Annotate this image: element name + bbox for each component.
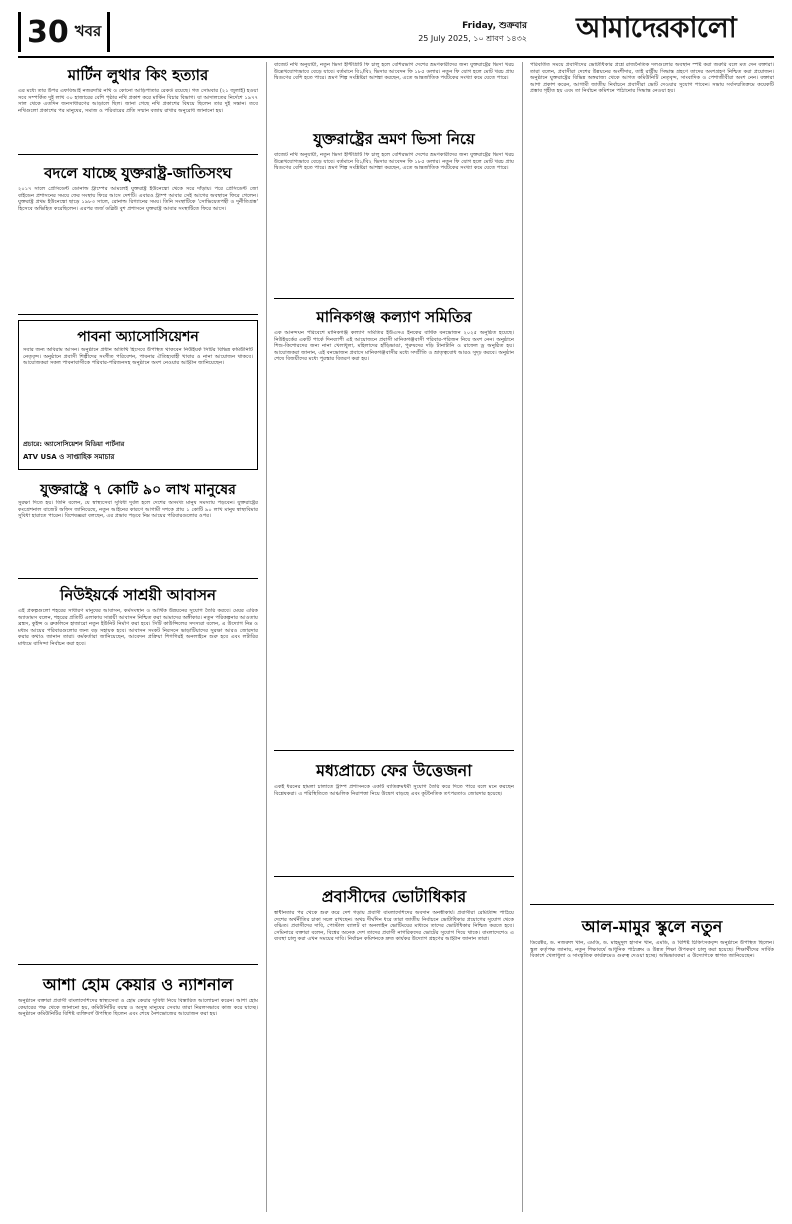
ad-footer-line: ATV USA ও সাপ্তাহিক সমাচার	[23, 453, 115, 461]
article-body: ডিরেক্টর, ড. নজরুল খান, এমডি, ড. মাহমুদুল হাসান খান, এমডি, ও বিশিষ্ট চিকিৎসকবৃন্দ অনুষ্ঠানে উপস্থিত ছিলেন। স্কুল কর্তৃপক্ষ জানায়, নতুন শিক্ষাবর্ষে আধুনিক পাঠ্যক্রম ও উন্নত শিক্ষা উপকরণ চালু করা হয়েছে। শিক্ষার্থীদের সার্বিক বিকাশে খেলাধুলা ও সাংস্কৃতিক কার্যক্রমেও গুরুত্ব দেওয়া হচ্ছে। অভিভাবকরা এ উদ্যোগকে স্বাগত জানিয়েছেন।	[530, 940, 774, 960]
page-number: 30	[27, 14, 69, 50]
article-headline: আল-মামুর স্কুলে নতুন	[581, 917, 723, 936]
divider	[18, 578, 258, 579]
column-rule	[266, 62, 267, 1212]
right-column	[530, 62, 774, 1212]
article-headline: প্রবাসীদের ভোটাধিকার	[321, 887, 467, 906]
middle-column	[274, 62, 514, 1212]
section-name: খবর	[74, 21, 102, 40]
article-body: ২০১৭ সালে প্রেসিডেন্ট ডোনাল্ড ট্রাম্পের আমলেই যুক্তরাষ্ট্র ইউনেস্কো থেকে সরে দাঁড়ায়। পরে প্রেসিডেন্ট জো বাইডেন প্রশাসনের সময়ে ফের সংস্থায় ফিরে আসে দেশটি। এবারও ট্রাম্প আবার সেই আগের অবস্থানে ফিরে গেলেন। যুক্তরাষ্ট্র প্রথম ইউনেস্কো ছাড়ে ১৯৮৩ সালে, রোনাল্ড রিগ্যানের সময়। তিনি সংস্থাটিকে 'সোভিয়েতপন্থী ও দুর্নীতিগ্রস্ত' হিসেবে অভিহিত করেছিলেন। এরপর জর্জ ডব্লিউ বুশ প্রশাসনে যুক্তরাষ্ট্র আবার সংস্থাটিতে ফিরে আসে।	[18, 186, 258, 212]
column-rule	[522, 62, 523, 1212]
masthead-text: আমাদেরকালো	[576, 10, 736, 44]
article-body: এই প্রকল্পগুলো শহরের সাধারণ মানুষের আবাসন, কর্মসংস্থান ও আর্থিক উন্নয়নের সুযোগ তৈরি করবে। মেয়র এরিক অ্যাডামস বলেন, শহরের প্রতিটি এলাকায় সাশ্রয়ী আবাসন নিশ্চিত করা আমাদের অঙ্গীকার। নতুন পরিকল্পনার আওতায় ব্রঙ্কস, কুইন্স ও ব্রুকলিনে হাজারো নতুন ইউনিট নির্মাণ করা হবে। সিটি কাউন্সিলের সদস্যরা বলেন, এ উদ্যোগ নিম্ন ও মধ্যম আয়ের পরিবারগুলোর জন্য বড় সহায়ক হবে। আবাসন সংকট নিরসনে ভাড়াটিয়াদের সুরক্ষা আরও জোরদার করার কথাও জানান তারা। কর্মকর্তারা জানিয়েছেন, আবেদন প্রক্রিয়া শিগগিরই অনলাইনে শুরু হবে এবং লটারির মাধ্যমে বাসিন্দা নির্বাচন করা হবে।	[18, 608, 258, 647]
divider	[18, 314, 258, 315]
article-body: সুরক্ষা দিতে হয়। তিনি বলেন, যে স্বাস্থ্যসেবা সুবিধা দুর্বল হলে দেশের অসংখ্য মানুষ সমস্যায় পড়বেন। যুক্তরাষ্ট্রের কংগ্রেশনাল বাজেট অফিস জানিয়েছে, নতুন আইনের কারণে আগামী দশকে প্রায় ১ কোটি ৯০ লাখ মানুষ স্বাস্থ্যবিমার সুবিধা হারাতে পারেন। বিশেষজ্ঞরা বলছেন, এর প্রভাব পড়বে নিম্ন আয়ের পরিবারগুলোর ওপর।	[18, 500, 258, 520]
divider	[18, 154, 258, 155]
divider	[274, 750, 514, 751]
divider	[274, 298, 514, 299]
article-body: পরিবর্তিত সময়ে প্রবাসীদের ভোটাধিকার প্রশ্নে রাজনৈতিক দলগুলোর অবস্থান স্পষ্ট করা জরুরি বলে মত দেন বক্তারা। তারা বলেন, প্রবাসীরা দেশের উন্নয়নের অংশীদার, তাই রাষ্ট্রীয় সিদ্ধান্ত গ্রহণে তাদের অংশগ্রহণ নিশ্চিত করা প্রয়োজন। অনুষ্ঠানে যুক্তরাষ্ট্রের বিভিন্ন অঙ্গরাজ্য থেকে আগত কমিউনিটি নেতৃবৃন্দ, সাংবাদিক ও পেশাজীবীরা অংশ নেন। বক্তারা আশা প্রকাশ করেন, আগামী জাতীয় নির্বাচনে প্রবাসীরা ভোট দেওয়ার সুযোগ পাবেন। সভায় সর্বসম্মতিক্রমে কয়েকটি প্রস্তাব গৃহীত হয় এবং তা নির্বাচন কমিশনে পাঠানোর সিদ্ধান্ত নেওয়া হয়।	[530, 62, 774, 95]
article-headline: আশা হোম কেয়ার ও ন্যাশনাল	[42, 975, 234, 994]
article-body: বাজেট নথি অনুযায়ী, নতুন ভিসা ইন্টিগ্রিটি ফি চালু হলে বেশিরভাগ দেশের ভ্রমণকারীদের জন্য যুক্তরাষ্ট্রের ভিসা খরচ উল্লেখযোগ্যভাবে বেড়ে যাবে। বর্তমানে বি১/বি২ ভিসার আবেদন ফি ১৮৫ ডলার। নতুন ফি যোগ হলে মোট খরচ প্রায় দ্বিগুণের বেশি হতে পারে। ভ্রমণ শিল্প সংশ্লিষ্টরা আশঙ্কা করছেন, এতে আন্তর্জাতিক পর্যটকের সংখ্যা কমে যেতে পারে।	[274, 152, 514, 172]
date-label: 25 July 2025, ১০ শ্রাবণ ১৪৩২	[418, 34, 527, 43]
left-column	[18, 62, 258, 1212]
article-headline: মার্টিন লুথার কিং হত্যার	[67, 66, 209, 84]
article-headline: পাবনা অ্যাসোসিয়েশন	[77, 329, 199, 345]
pabna-ad-box	[18, 320, 258, 470]
article-headline: মধ্যপ্রাচ্যে ফের উত্তেজনা	[316, 761, 472, 780]
article-body: এর মধ্যে তার উপর এফবিআই নজরদারি নথি ও কোনো আড়িপাতার রেকর্ড রয়েছে। গত সোমবার (২১ জুলাই) হওয়া সবে সম্পর্কিত দুই লাখ ৩০ হাজারের বেশি পৃষ্ঠার নথি প্রকাশ করে মার্কিন বিচার বিভাগ। যা আদালতের নির্দেশে ১৯৭৭ সাল থেকে এতদিন জনসাধারণের আড়ালে ছিল। জানা গেছে নথি প্রকাশের বিষয়ে ছিলেন তার দুই সন্তান। তবে নথিগুলো প্রকাশের পর মানুষের, সমাজ ও পরিবারের প্রতি সম্মান বজায় রাখার অনুরোধ জানানো হয়।	[18, 88, 258, 114]
article-headline: বদলে যাচ্ছে যুক্তরাষ্ট্র-জাতিসংঘ	[44, 164, 232, 182]
article-headline: যুক্তরাষ্ট্রের ভ্রমণ ভিসা নিয়ে	[313, 130, 475, 148]
ad-footer-line: প্রচারে: অ্যাসোসিয়েশন মিডিয়া পার্টনার	[23, 440, 125, 448]
article-headline: যুক্তরাষ্ট্রে ৭ কোটি ৯০ লাখ মানুষের	[40, 482, 236, 498]
divider	[274, 876, 514, 877]
article-body: অনুষ্ঠানে বক্তারা প্রবাসী বাংলাদেশিদের স্বাস্থ্যসেবা ও হোম কেয়ার সুবিধা নিয়ে বিস্তারিত আলোচনা করেন। আশা হোম কেয়ারের পক্ষ থেকে জানানো হয়, কমিউনিটির বয়স্ক ও অসুস্থ মানুষের সেবায় তারা নিরলসভাবে কাজ করে যাচ্ছে। অনুষ্ঠানে কমিউনিটির বিশিষ্ট ব্যক্তিবর্গ উপস্থিত ছিলেন এবং শেষে নৈশভোজের আয়োজন করা হয়।	[18, 998, 258, 1018]
divider	[18, 964, 258, 965]
header-rule	[18, 56, 774, 58]
article-body: এক আনন্দঘন পরিবেশে মানিকগঞ্জ কল্যাণ সমিতির ইউএসএ ইনকের বার্ষিক বনভোজন ২০২৫ অনুষ্ঠিত হয়েছে। নিউইয়র্কের একটি পার্কে দিনব্যাপী এই আয়োজনে প্রবাসী মানিকগঞ্জবাসী পরিবার-পরিজন নিয়ে অংশ নেন। অনুষ্ঠানে শিশু-কিশোরদের জন্য নানা খেলাধুলা, মহিলাদের হাঁড়িভাঙা, পুরুষদের দড়ি টানাটানি ও রাফেল ড্র অনুষ্ঠিত হয়। আয়োজকরা জানান, এই বনভোজন প্রবাসে মানিকগঞ্জবাসীর মধ্যে সম্প্রীতি ও ভ্রাতৃত্ববোধ আরও সুদৃঢ় করবে। অনুষ্ঠান শেষে বিজয়ীদের মধ্যে পুরস্কার বিতরণ করা হয়।	[274, 330, 514, 363]
divider	[530, 904, 774, 905]
day-label: Friday, শুক্রবার	[462, 21, 527, 31]
article-headline: মানিকগঞ্জ কল্যাণ সমিতির	[316, 308, 472, 326]
article-body-continued: বাজেট নথি অনুযায়ী, নতুন ভিসা ইন্টিগ্রিটি ফি চালু হলে বেশিরভাগ দেশের ভ্রমণকারীদের জন্য যুক্তরাষ্ট্রের ভিসা খরচ উল্লেখযোগ্যভাবে বেড়ে যাবে। বর্তমানে বি১/বি২ ভিসার আবেদন ফি ১৮৫ ডলার। নতুন ফি যোগ হলে মোট খরচ প্রায় দ্বিগুণের বেশি হতে পারে। ভ্রমণ শিল্প সংশ্লিষ্টরা আশঙ্কা করছেন, এতে আন্তর্জাতিক পর্যটকের সংখ্যা কমে যেতে পারে।	[274, 62, 514, 82]
page-header	[0, 0, 792, 62]
masthead-logo	[540, 10, 772, 48]
article-headline: নিউইয়র্কে সাশ্রয়ী আবাসন	[60, 586, 216, 604]
article-body: স্বাধীনতার পর থেকে শুরু করে দেশ গড়ায় প্রবাসী বাংলাদেশিদের অবদান অনস্বীকার্য। প্রবাসীরা রেমিট্যান্স পাঠিয়ে দেশের অর্থনীতির চাকা সচল রাখছেন। অথচ দীর্ঘদিন ধরে তারা জাতীয় নির্বাচনে ভোটাধিকার প্রয়োগের সুযোগ থেকে বঞ্চিত। প্রবাসীদের দাবি, পোস্টাল ব্যালট বা অনলাইন ভোটিংয়ের মাধ্যমে তাদের ভোটাধিকার নিশ্চিত করতে হবে। সেমিনারে বক্তারা বলেন, বিশ্বের অনেক দেশ তাদের প্রবাসী নাগরিকদের ভোটের সুযোগ দিয়ে থাকে। বাংলাদেশেও এ ব্যবস্থা চালু করা এখন সময়ের দাবি। নির্বাচন কমিশনকে দ্রুত কার্যকর উদ্যোগ গ্রহণের আহ্বান জানান তারা।	[274, 910, 514, 943]
article-body: সবার জন্য অবিরাম আসন। অনুষ্ঠানে প্রধান অতিথি হিসেবে উপস্থিত থাকবেন নিউইয়র্ক সিটির বিভিন্ন কমিউনিটি নেতৃবৃন্দ। অনুষ্ঠানে প্রবাসী শিল্পীদের সংগীত পরিবেশন, পাবনার ঐতিহ্যবাহী খাবার ও নানা আয়োজন থাকবে। আয়োজকরা সকল পাবনাবাসীকে পরিবার-পরিজনসহ অনুষ্ঠানে অংশ নেওয়ার আহ্বান জানিয়েছেন।	[23, 347, 253, 367]
article-body: একই ধরনের হামলা চালাতে ট্রাম্প প্রশাসনকে একটি ব্যতিক্রমধর্মী সুযোগ তৈরি করে দিতে পারে বলে মনে করছেন বিশ্লেষকরা। এ পরিস্থিতিতে আঞ্চলিক নিরাপত্তা নিয়ে উদ্বেগ বাড়ছে এবং কূটনৈতিক তৎপরতাও জোরদার হয়েছে।	[274, 784, 514, 797]
page-number-box	[18, 12, 110, 52]
